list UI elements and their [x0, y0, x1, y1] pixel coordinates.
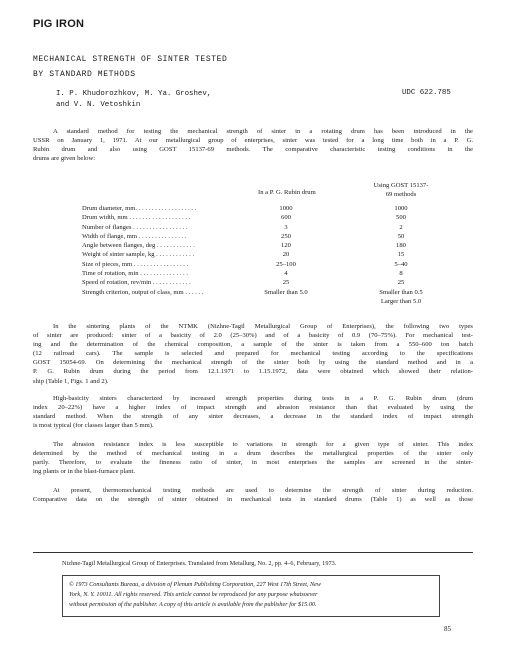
text-line: A standard method for testing the mechanical strength of sinter in a rotating drum has been introduced in the: [53, 128, 473, 135]
article-title: [33, 52, 363, 82]
gost-value: 15: [397, 251, 405, 259]
gost-value: 180: [396, 242, 406, 250]
text-line: USSR on January 1, 1971. At our metallurgical group of enterprises, sinter was tested for a long time both in a P. G.: [33, 137, 473, 145]
copyright-line: without permission of the publisher. A copy of this article is available from the publisher for $15.00.: [69, 601, 317, 608]
rubin-value: 1000: [279, 205, 293, 212]
table-row: [82, 223, 462, 232]
authors-line: and V. N. Vetoshkin: [56, 101, 141, 109]
text-line: partly. Therefore, to evaluate the fineness ratio of sinter, in most enterprises the samples are screened in the sinter-: [33, 459, 473, 467]
table-row: [82, 260, 462, 269]
table-row: [82, 288, 462, 297]
rubin-value: 25: [282, 279, 290, 287]
text-line: GOST 15054-69. On determining the mechanical strength of the sinter both by using the standard method and in a: [33, 359, 473, 367]
text-line: is most typical (for classes larger than 5 mm).: [33, 422, 154, 430]
gost-value: 1000: [394, 205, 408, 212]
title-line: BY STANDARD METHODS: [33, 70, 136, 79]
table-row: [82, 241, 462, 250]
column-header-gost: [364, 181, 438, 200]
copyright-notice: [62, 575, 440, 617]
table-row: [82, 297, 462, 306]
footnote: Nizhne-Tagil Metallurgical Group of Enterprises. Translated from Metallurg, No. 2, pp. 4–6, February, 1973.: [62, 560, 337, 567]
table-row: [82, 269, 462, 278]
authors: [56, 89, 316, 111]
gost-value: 2: [399, 223, 403, 231]
rubin-value: 20: [282, 251, 290, 259]
row-label: Width of flange, mm . . . . . . . . . . . . . . .: [82, 232, 187, 240]
copyright-line: York, N. Y. 10011. All rights reserved. This article cannot be reproduced for any purpose whatsoever: [69, 591, 318, 598]
gost-value: Larger than 5.0: [380, 297, 422, 305]
text-line: ing plants or in the blast-furnace plant.: [33, 468, 135, 476]
row-label: Drum diameter, mm. . . . . . . . . . . . . . . . . . .: [82, 205, 197, 212]
rubin-value: 120: [281, 242, 291, 250]
udc-code: UDC 622.785: [402, 89, 451, 97]
copyright-line: © 1973 Consultants Bureau, a division of Plenum Publishing Corporation, 227 West 17th Street, New: [69, 581, 322, 588]
page-number: 85: [444, 625, 451, 633]
paragraph-sintering-plants: [33, 322, 473, 386]
authors-line: I. P. Khudorozhkov, M. Ya. Groshev,: [56, 90, 212, 98]
text-line: The abrasion resistance index is less susceptible to variations in strength for a given type of sinter. This index: [53, 441, 473, 448]
gost-value: 50: [397, 232, 405, 240]
text-line: (12 railroad cars). The sample is selected and prepared for mechanical testing according to the specifications: [33, 350, 473, 358]
row-label: Drum width, mm . . . . . . . . . . . . . . . . . . .: [82, 214, 191, 222]
footnote-rule: [33, 552, 473, 553]
rubin-value: Smaller than 5.0: [264, 288, 308, 296]
column-header-line: 69 methods: [385, 191, 417, 199]
paragraph-abrasion: [33, 440, 473, 476]
paragraph-high-basicity: [33, 394, 473, 430]
text-line: of sinter are produced: sinter of a basicity of 2.0 (25–30%) and of a basicity of 0.9 (70–75%). For mechanical test-: [33, 332, 473, 340]
row-label: Strength criterion, output of class, mm . . . . . .: [82, 288, 204, 296]
gost-value: Smaller than 0.5: [379, 288, 423, 296]
row-label: Speed of rotation, rev/min . . . . . . . . . . . .: [82, 279, 191, 287]
text-line: standard method. When the strength of any sinter decreases, a decrease in the standard index of impact strength: [33, 413, 473, 421]
text-line: ship (Table 1, Figs. 1 and 2).: [33, 377, 109, 385]
gost-value: 25: [397, 279, 405, 287]
intro-paragraph: [33, 127, 473, 163]
row-label: Size of pieces, mm . . . . . . . . . . . . . . . . .: [82, 260, 189, 268]
text-line: determined by the method of mechanical testing in a drum describes the metallurgical properties of the sinter only: [33, 450, 473, 458]
table-row: [82, 232, 462, 241]
text-line: ing and the determination of the chemical composition, a sample of the sinter is taken from a 550–600 ton batch: [33, 341, 473, 349]
rubin-value: 600: [281, 214, 291, 222]
rubin-value: 3: [284, 223, 288, 231]
text-line: drums are given below:: [33, 155, 96, 163]
row-label: Angle between flanges, deg . . . . . . . . . . . .: [82, 242, 195, 250]
gost-value: 5–40: [394, 260, 408, 268]
title-line: MECHANICAL STRENGTH OF SINTER TESTED: [33, 55, 228, 64]
table-row: [82, 250, 462, 259]
rubin-value: 4: [284, 270, 288, 278]
table-row: [82, 204, 462, 213]
text-line: Rubin drum and also using GOST 15137-69 methods. The comparative characteristic testing conditions in the: [33, 146, 473, 154]
text-line: Comparative data on the strength of sinter obtained in mechanical tests in standard drums (Table 1) as well as those: [33, 496, 473, 504]
paragraph-thermomechanical: [33, 486, 473, 504]
table-row: [82, 213, 462, 222]
row-label: Time of rotation, min . . . . . . . . . . . . . . .: [82, 270, 188, 278]
rubin-value: 250: [281, 232, 291, 240]
text-line: P. G. Rubin drum during the period from 12.1.1971 to 1.15.1972, data were obtained which showed their relation-: [33, 368, 473, 376]
text-line: index 20–22%) have a higher index of impact strength and abrasion resistance than that evaluated by using the: [33, 404, 473, 412]
text-line: High-basicity sinters characterized by increased strength properties during tests in a P. G. Rubin drum (drum: [53, 395, 473, 402]
gost-value: 500: [396, 214, 406, 222]
column-header-rubin: In a P. G. Rubin drum: [258, 189, 316, 196]
text-line: In the sintering plants of the NTMK (Nizhne-Tagil Metallurgical Group of Enterprises), the following two types: [53, 323, 473, 330]
rubin-value: 25–100: [276, 260, 296, 268]
gost-value: 8: [399, 270, 403, 278]
text-line: At present, thermomechanical testing methods are used to determine the strength of sinter during reduction.: [53, 487, 473, 494]
table-body: [82, 204, 462, 306]
section-heading: PIG IRON: [33, 18, 85, 30]
table-row: [82, 278, 462, 287]
row-label: Weight of sinter sample, kg . . . . . . . . . . . .: [82, 251, 195, 259]
row-label: Number of flanges . . . . . . . . . . . . . . . . .: [82, 223, 188, 231]
column-header-line: Using GOST 15137-: [373, 182, 429, 189]
